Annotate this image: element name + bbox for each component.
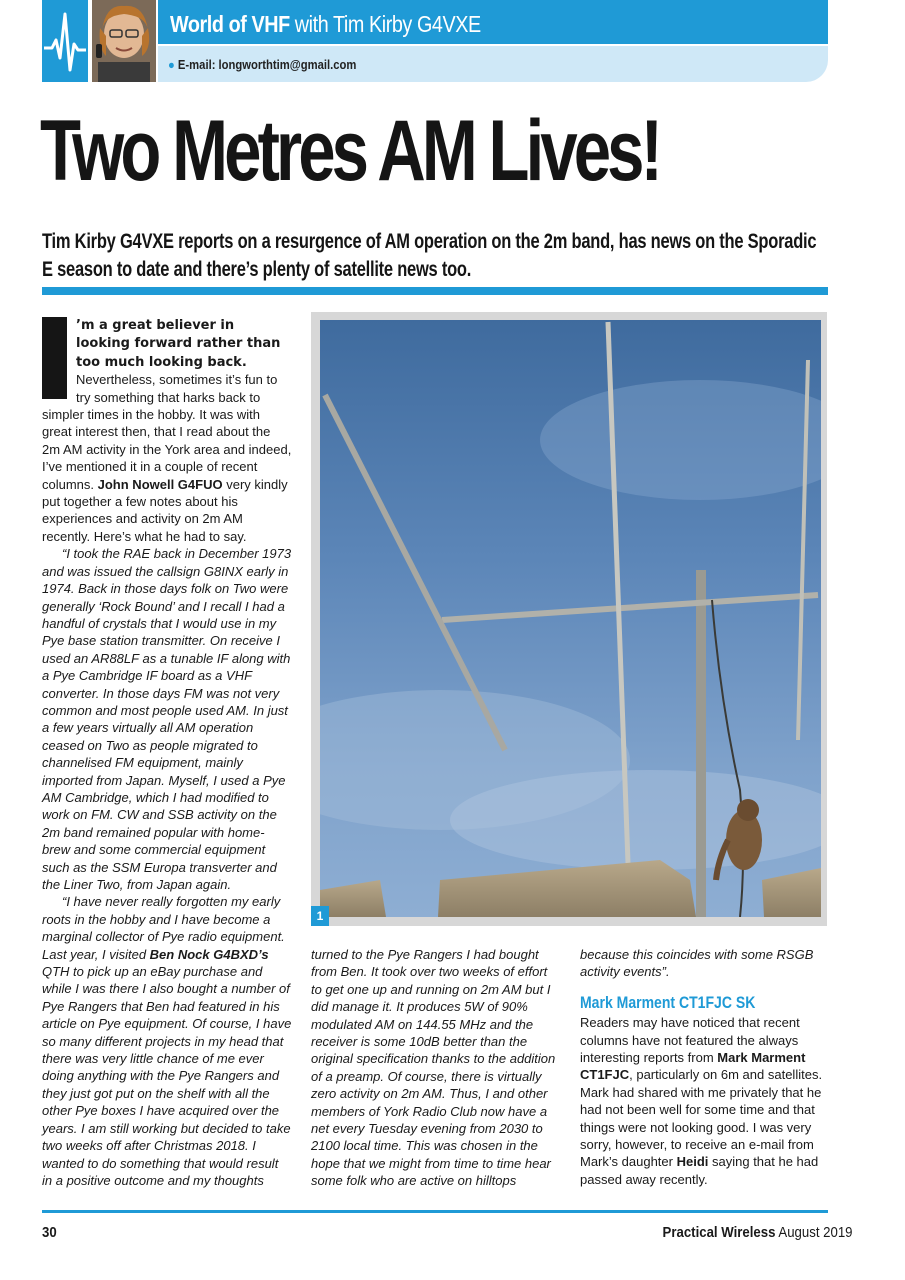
person-name: Mark Marment CT1FJC [580,1050,806,1083]
body-column-2 [311,946,561,1190]
column-title: World of VHF with Tim Kirby G4VXE [170,11,481,37]
quote-paragraph: turned to the Pye Rangers I had bought from Ben. It took over two weeks of effort to get one up and running on 2m AM but I did manage it. It produces 5W of 90% modulated AM on 144.55 MHz and the receiver is some 10dB better than the original specification thanks to the addition of a preamp. Of course, there is virtually zero activity on 2m AM. Thus, I and other members of York Radio Club now have a net every Tuesday evening from 2030 to 2100 local time. This was chosen in the hope that we might from time to time hear some folk who are active on hilltops [311,947,556,1189]
page-number: 30 [42,1224,57,1241]
article-standfirst: Tim Kirby G4VXE reports on a resurgence of AM operation on the 2m band, has news on the Sporadic E season to date and there’s plenty of satellite news too. [42,230,817,281]
drop-cap [42,317,67,399]
person-name: John Nowell G4FUO [97,476,223,492]
body-column-1 [42,316,292,1189]
quote-paragraph: “I took the RAE back in December 1973 and was issued the callsign G8INX early in 1974. Back in those days folk on Two were generally ‘Rock Bound’ and I recall I had a handful of crystals that I would use in my Pye base station transmitter. On receive I used an AR88LF as a tunable IF along with a Pye Cambridge IF board as a VHF converter. In those days FM was not very common and most people used AM. In just a few years virtually all AM operation ceased on Two as people migrated to channelised FM equipment, mainly imported from Japan. Myself, I used a Pye AM Cambridge, which I had modified to work on FM. CW and SSB activity on the 2m band remained popular with home-brew and some commercial equipment such as the SSM Europa transverter and the Liner Two, from Japan again. [42,546,292,892]
author-portrait [92,0,156,82]
body-paragraph: Readers may have noticed that recent columns have not featured the always interesting reports from Mark Marment CT1FJC, particularly on 6m and satellites. Mark had shared with me privately that he had not been well for some time and that things were not looking good. I was very sorry, however, to receive an e-mail from Mark’s daughter Heidi saying that he had passed away recently. [580,1015,823,1187]
article-title: Two Metres AM Lives! [40,103,660,199]
footer-divider [42,1210,828,1213]
intro-paragraph: ’m a great believer in looking forward rather than too much looking back. Nevertheless, sometimes it’s fun to try something that harks back to simpler times in the hobby. It was with great interest then, that I read about the 2m AM activity in the York area and indeed, I’ve mentioned it in a couple of recent columns. John Nowell G4FUO very kindly put together a few notes about his experiences and activity on 2m AM recently. Here’s what he had to say. [42,318,292,544]
magazine-issue: Practical Wireless August 2019 [662,1224,853,1241]
person-name: Heidi [676,1154,709,1170]
section-subhead: Mark Marment CT1FJC SK [580,993,756,1012]
author-email[interactable]: ● E-mail: longworthtim@gmail.com [168,58,357,72]
person-name: Ben Nock G4BXD’s [149,946,269,962]
antenna-photo [320,320,821,917]
waveform-icon [42,0,88,82]
lead-in: ’m a great believer in looking forward rather than too much looking back. [76,318,281,370]
quote-paragraph: “I have never really forgotten my early roots in the hobby and I have become a marginal collector of Pye radio equipment. Last year, I visited Ben Nock G4BXD’s QTH to pick up an eBay purchase and while I was there I also bought a number of Pye Rangers that Ben had featured in his article on Pye equipment. Of course, I have so many different projects in my head that there was very little chance of me ever doing anything with the Pye Rangers and they just got put on the shelf with all the other Pye boxes I have acquired over the years. I am still working but decided to take two weeks off after Christmas 2018. I wanted to do something that would result in a positive outcome and my thoughts [42,894,292,1188]
bullet-icon: ● [168,58,178,72]
quote-paragraph: because this coincides with some RSGB activity events”. [580,947,814,980]
title-divider [42,287,828,295]
body-column-3 [580,946,830,1188]
figure-number: 1 [311,906,329,926]
column-logo [42,0,88,82]
